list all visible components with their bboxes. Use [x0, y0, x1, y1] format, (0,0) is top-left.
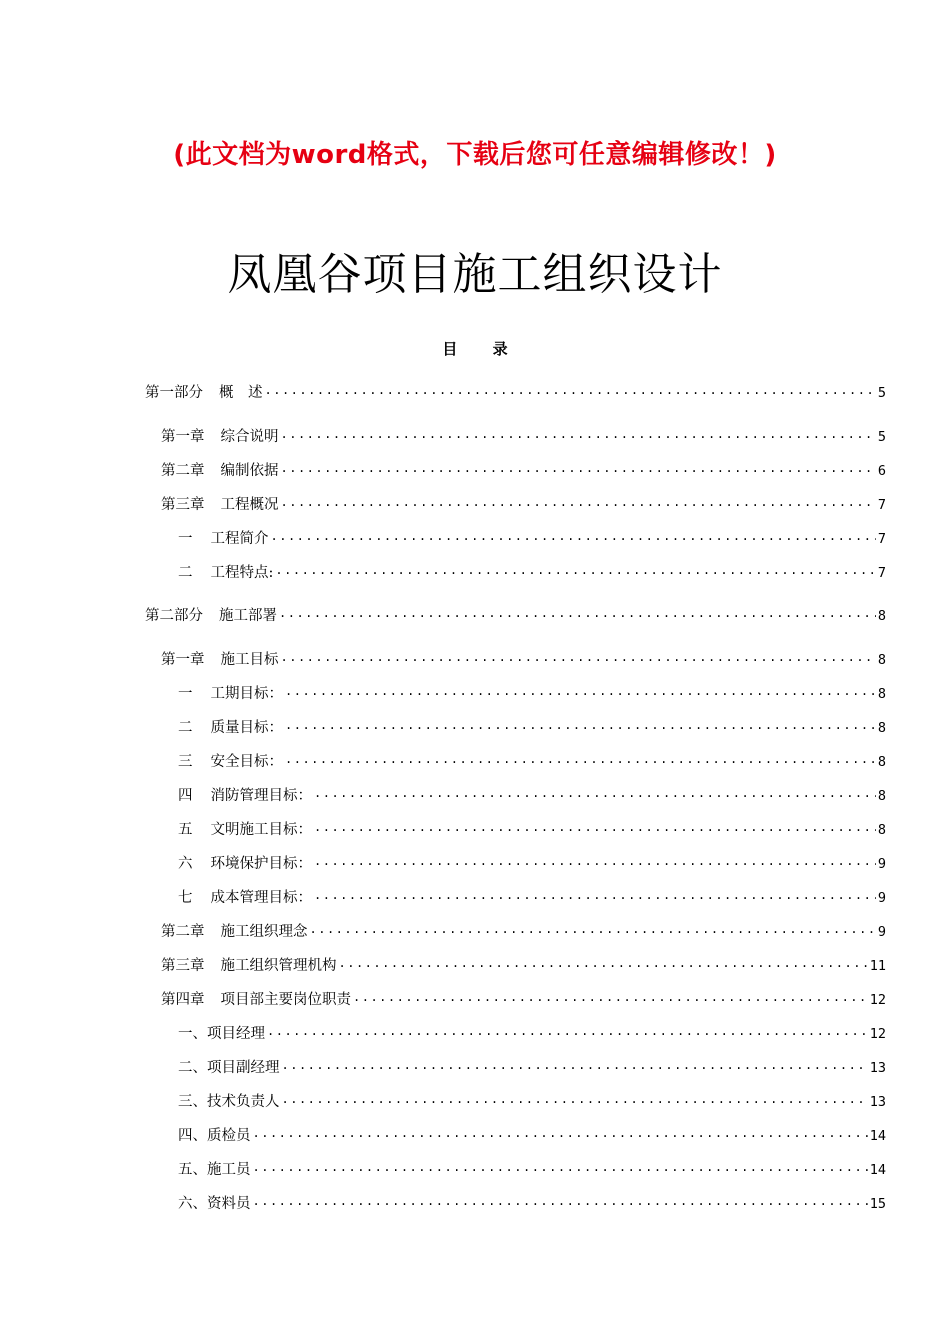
toc-entry-label — [145, 606, 277, 626]
toc-entry-label — [178, 752, 283, 772]
toc-page-number: 9 — [877, 890, 886, 906]
toc-entry[interactable] — [178, 852, 886, 874]
toc-entry[interactable] — [145, 604, 886, 626]
toc-entry-label — [161, 650, 279, 670]
toc-page-number: 8 — [877, 608, 886, 624]
toc-heading: 目 录 — [442, 340, 508, 358]
toc-dot-leader — [281, 458, 876, 478]
toc-dot-leader — [275, 560, 875, 580]
toc-entry-number: 六 — [178, 856, 193, 872]
toc-page-number: 5 — [877, 429, 886, 445]
toc-entry-number: 第四章 — [161, 992, 205, 1008]
toc-entry-number: 第二部分 — [145, 608, 203, 624]
toc-page-number: 7 — [877, 531, 886, 547]
toc-entry-number: 七 — [178, 890, 193, 906]
toc-entry-text: 环境保护目标： — [210, 856, 312, 872]
toc-entry-text: 成本管理目标： — [210, 890, 312, 906]
toc-page-number: 15 — [869, 1196, 886, 1212]
toc-dot-leader — [265, 380, 876, 400]
toc-page-number: 7 — [877, 565, 886, 581]
toc-entry[interactable] — [161, 988, 886, 1010]
toc-dot-leader — [282, 1089, 868, 1109]
toc-page-number: 11 — [869, 958, 886, 974]
document-title: 凤凰谷项目施工组织设计 — [227, 249, 723, 300]
toc-page-number: 13 — [869, 1094, 886, 1110]
toc-entry-text: 项目部主要岗位职责 — [220, 992, 351, 1008]
toc-entry-label — [178, 529, 269, 549]
toc-dot-leader — [281, 647, 876, 667]
toc-entry-label — [178, 1160, 251, 1180]
toc-entry-label — [178, 684, 283, 704]
toc-entry-label — [178, 1092, 280, 1112]
toc-dot-leader — [253, 1123, 868, 1143]
toc-entry[interactable] — [178, 1090, 886, 1112]
toc-entry-label — [178, 1194, 251, 1214]
toc-page-number: 8 — [877, 754, 886, 770]
toc-entry-text: 施工组织理念 — [220, 924, 308, 940]
toc-dot-leader — [267, 1021, 868, 1041]
toc-dot-leader — [285, 681, 876, 701]
toc-dot-leader — [271, 526, 876, 546]
toc-entry-text: 概 述 — [219, 385, 263, 401]
toc-entry-number: 第三章 — [161, 497, 205, 513]
toc-dot-leader — [339, 953, 868, 973]
toc-entry[interactable] — [161, 954, 886, 976]
toc-entry-number: 三 — [178, 754, 193, 770]
toc-entry-text: 一、项目经理 — [178, 1026, 265, 1042]
toc-page-number: 9 — [877, 856, 886, 872]
toc-dot-leader — [282, 1055, 868, 1075]
toc-entry-label — [161, 427, 279, 447]
toc-entry[interactable] — [178, 561, 886, 583]
toc-dot-leader — [314, 783, 876, 803]
toc-entry[interactable] — [161, 648, 886, 670]
toc-entry[interactable] — [178, 750, 886, 772]
toc-entry-text: 施工组织管理机构 — [220, 958, 337, 974]
toc-entry-text: 二、项目副经理 — [178, 1060, 280, 1076]
toc-entry[interactable] — [178, 1124, 886, 1146]
toc-page-number: 6 — [877, 463, 886, 479]
toc-entry[interactable] — [178, 1056, 886, 1078]
toc-entry-label — [161, 461, 279, 481]
toc-dot-leader — [281, 424, 876, 444]
toc-entry-text: 消防管理目标： — [210, 788, 312, 804]
toc-dot-leader — [314, 851, 876, 871]
toc-entry-text: 五、施工员 — [178, 1162, 251, 1178]
toc-entry[interactable] — [178, 716, 886, 738]
toc-page-number: 12 — [869, 992, 886, 1008]
toc-entry-label — [178, 820, 312, 840]
toc-entry-number: 第一部分 — [145, 385, 203, 401]
toc-page-number: 13 — [869, 1060, 886, 1076]
toc-entry-number: 第一章 — [161, 652, 205, 668]
toc-page-number: 8 — [877, 652, 886, 668]
toc-entry-label — [145, 383, 263, 403]
toc-entry-number: 一 — [178, 531, 193, 547]
toc-entry-text: 质量目标： — [210, 720, 283, 736]
toc-entry-label — [161, 956, 337, 976]
toc-entry-number: 第二章 — [161, 463, 205, 479]
toc-page-number: 14 — [869, 1128, 886, 1144]
toc-entry[interactable] — [178, 1022, 886, 1044]
toc-entry-text: 工程简介 — [210, 531, 269, 547]
toc-entry-label — [161, 495, 279, 515]
toc-entry-label — [178, 786, 312, 806]
toc-dot-leader — [353, 987, 868, 1007]
toc-page-number: 8 — [877, 822, 886, 838]
toc-entry-number: 第三章 — [161, 958, 205, 974]
toc-entry[interactable] — [178, 886, 886, 908]
toc-entry[interactable] — [178, 784, 886, 806]
toc-entry-text: 文明施工目标： — [210, 822, 312, 838]
toc-entry-text: 综合说明 — [220, 429, 279, 445]
toc-entry-text: 编制依据 — [220, 463, 279, 479]
toc-dot-leader — [314, 885, 876, 905]
toc-entry[interactable] — [178, 818, 886, 840]
toc-entry[interactable] — [161, 425, 886, 447]
toc-entry-number: 二 — [178, 565, 193, 581]
toc-entry-number: 五 — [178, 822, 193, 838]
toc-dot-leader — [281, 492, 876, 512]
toc-entry-text: 四、质检员 — [178, 1128, 251, 1144]
toc-entry[interactable] — [178, 1192, 886, 1214]
toc-page-number: 8 — [877, 686, 886, 702]
toc-page-number: 5 — [877, 385, 886, 401]
toc-entry-label — [161, 990, 351, 1010]
toc-entry-text: 三、技术负责人 — [178, 1094, 280, 1110]
toc-entry-text: 施工部署 — [219, 608, 277, 624]
toc-dot-leader — [314, 817, 876, 837]
toc-dot-leader — [253, 1157, 868, 1177]
toc-entry-label — [178, 1058, 280, 1078]
toc-page-number: 12 — [869, 1026, 886, 1042]
toc-entry[interactable] — [178, 1158, 886, 1180]
toc-page-number: 14 — [869, 1162, 886, 1178]
toc-entry-number: 第二章 — [161, 924, 205, 940]
toc-entry-label — [178, 563, 273, 583]
toc-entry[interactable] — [178, 682, 886, 704]
toc-entry-label — [178, 888, 312, 908]
toc-dot-leader — [310, 919, 876, 939]
toc-entry-text: 工程概况 — [220, 497, 279, 513]
toc-page-number: 9 — [877, 924, 886, 940]
toc-entry-label — [161, 922, 308, 942]
toc-entry-number: 一 — [178, 686, 193, 702]
toc-page-number: 7 — [877, 497, 886, 513]
toc-entry-number: 二 — [178, 720, 193, 736]
toc-entry-text: 工期目标： — [210, 686, 283, 702]
toc-entry[interactable] — [161, 920, 886, 942]
toc-entry-label — [178, 1126, 251, 1146]
toc-dot-leader — [285, 749, 876, 769]
toc-dot-leader — [285, 715, 876, 735]
conversion-notice: (此文档为word格式，下载后您可任意编辑修改！) — [173, 140, 777, 170]
toc-entry-text: 工程特点: — [210, 565, 274, 581]
toc-entry-label — [178, 854, 312, 874]
toc-entry-text: 六、资料员 — [178, 1196, 251, 1212]
toc-entry[interactable] — [145, 381, 886, 403]
toc-entry-label — [178, 718, 283, 738]
toc-entry-text: 安全目标： — [210, 754, 283, 770]
toc-entry-number: 四 — [178, 788, 193, 804]
toc-entry-number: 第一章 — [161, 429, 205, 445]
toc-entry[interactable] — [161, 459, 886, 481]
toc-entry[interactable] — [161, 493, 886, 515]
toc-entry[interactable] — [178, 527, 886, 549]
toc-dot-leader — [279, 603, 876, 623]
toc-page-number: 8 — [877, 788, 886, 804]
toc-entry-label — [178, 1024, 265, 1044]
toc-dot-leader — [253, 1191, 868, 1211]
toc-entry-text: 施工目标 — [220, 652, 279, 668]
toc-page-number: 8 — [877, 720, 886, 736]
